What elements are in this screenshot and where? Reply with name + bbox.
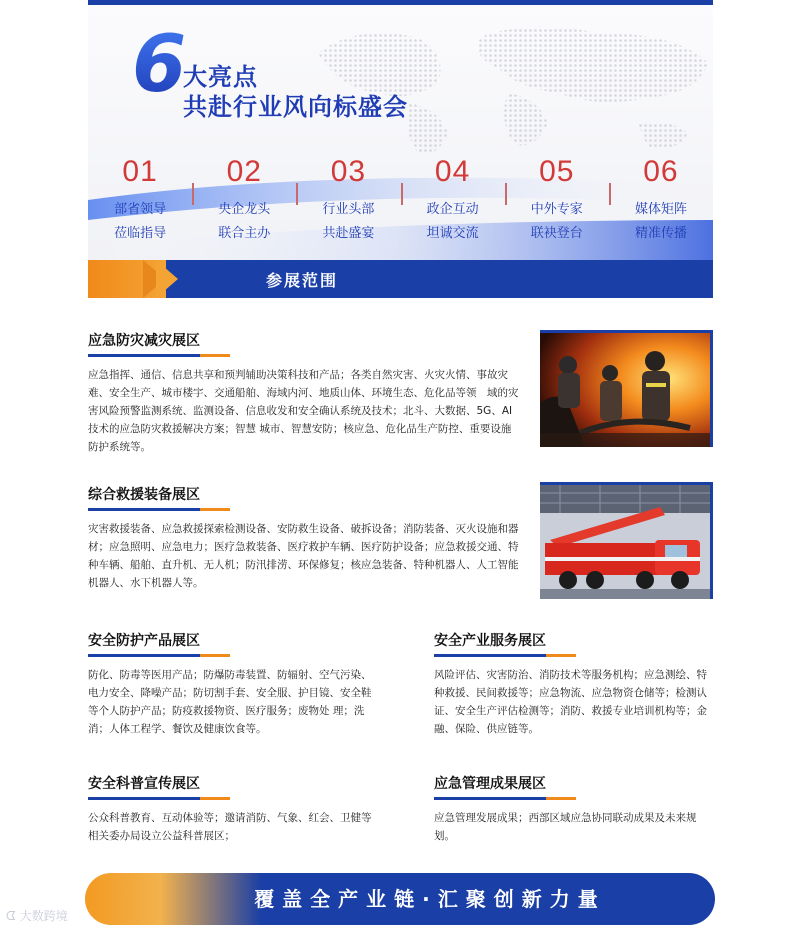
highlight-divider — [609, 183, 611, 205]
highlight-text-2: 精准传播 — [634, 226, 687, 241]
slogan-banner — [85, 873, 715, 925]
category-description: 公众科普教育、互动体验等；邀请消防、气象、红会、卫健等相关委办局设立公益科普展区； — [88, 812, 372, 842]
category-title: 综合救援装备展区 — [88, 484, 200, 511]
category-title: 安全科普宣传展区 — [88, 773, 200, 800]
category-emergency-achievements — [434, 773, 714, 845]
watermark-logo-icon: ᗧ — [6, 909, 16, 923]
highlight-divider — [505, 183, 507, 205]
section-title: 参展范围 — [266, 271, 339, 290]
category-industry-services — [434, 630, 714, 738]
highlight-text-1: 部省领导 — [114, 202, 167, 217]
category-description: 应急管理发展成果；西部区域应急协同联动成果及未来规划。 — [434, 812, 697, 842]
highlight-item — [296, 148, 400, 248]
watermark-text: 大数跨境 — [19, 909, 68, 923]
highlights-hero — [88, 5, 713, 260]
category-title: 应急管理成果展区 — [434, 773, 546, 800]
highlight-text-1: 央企龙头 — [218, 202, 271, 217]
highlight-text-1: 媒体矩阵 — [634, 202, 687, 217]
highlight-text-2: 莅临指导 — [114, 226, 167, 241]
highlight-item — [88, 148, 192, 248]
highlight-text-1: 行业头部 — [322, 202, 375, 217]
highlight-count: 6 — [132, 20, 187, 110]
category-rescue-equipment — [88, 484, 520, 592]
highlight-number: 02 — [226, 155, 262, 188]
highlight-text-1: 中外专家 — [530, 202, 583, 217]
hero-title-line1: 大亮点 — [183, 63, 258, 91]
firefighters-photo — [540, 330, 713, 447]
highlight-item — [192, 148, 296, 248]
category-science-publicity — [88, 773, 373, 845]
highlight-item — [505, 148, 609, 248]
fire-truck-photo — [540, 482, 713, 599]
highlight-text-2: 联袂登台 — [530, 226, 583, 241]
highlights-row — [88, 148, 713, 248]
highlight-item — [401, 148, 505, 248]
category-description: 风险评估、灾害防治、消防技术等服务机构；应急测绘、特种救援、民间救援等；应急物流、应急物资仓储等；检测认证、安全生产评估检测等；消防、救援专业培训机构等；金融、保险、供应链等。 — [434, 669, 707, 735]
category-safety-protection — [88, 630, 373, 738]
highlight-text-1: 政企互动 — [426, 202, 479, 217]
category-title: 安全产业服务展区 — [434, 630, 546, 657]
highlight-divider — [192, 183, 194, 205]
category-description: 应急指挥、通信、信息共享和预判辅助决策科技和产品；各类自然灾害、火灾火情、事故灾难、安全生产、城市楼宇、交通船舶、海域内河、地质山体、环境生态、危化品等领 域的灾害风险预警监测系统、监测设备、信息收发和安全确认系统及技术；北斗、大数据、5G、AI 技术的应急防灾救援解决方案；智慧 城市、智慧安防；核应急、危化品生产防控、重要设施防护系统等。 — [88, 369, 519, 453]
category-description: 防化、防毒等医用产品；防爆防毒装置、防辐射、空气污染、电力安全、降噪产品；防切割手套、安全服、护目镜、安全鞋等个人防护产品；防疫救援物资、医疗服务；废物处 理；洗消；人体工程学、餐饮及健康饮食等。 — [88, 669, 372, 735]
highlight-text-2: 共赴盛宴 — [322, 226, 375, 241]
highlight-number: 01 — [122, 155, 158, 188]
category-title: 应急防灾减灾展区 — [88, 330, 200, 357]
banner-arrow-icon — [156, 260, 178, 298]
category-disaster-prevention — [88, 330, 520, 456]
highlight-item — [609, 148, 713, 248]
highlight-divider — [401, 183, 403, 205]
highlight-number: 04 — [434, 155, 471, 188]
category-description: 灾害救援装备、应急救援探索检测设备、安防救生设备、破拆设备；消防装备、灭火设施和器材；应急照明、应急电力；医疗急救装备、医疗救护车辆、医疗防护设备；应急救援交通、特种车辆、船舶、直升机、无人机；防汛排涝、环保修复；核应急装备、特种机器人、人工智能机器人、水下机器人等。 — [88, 523, 519, 589]
highlight-number: 03 — [330, 155, 367, 188]
highlight-divider — [296, 183, 298, 205]
highlight-text-2: 坦诚交流 — [426, 226, 479, 241]
watermark — [6, 907, 68, 924]
highlight-text-2: 联合主办 — [218, 226, 271, 241]
hero-title-line2: 共赴行业风向标盛会 — [183, 93, 408, 121]
highlight-number: 05 — [539, 155, 575, 188]
highlight-number: 06 — [643, 155, 679, 188]
section-banner — [88, 260, 713, 298]
slogan-text: 覆盖全产业链·汇聚创新力量 — [254, 887, 606, 911]
category-title: 安全防护产品展区 — [88, 630, 200, 657]
